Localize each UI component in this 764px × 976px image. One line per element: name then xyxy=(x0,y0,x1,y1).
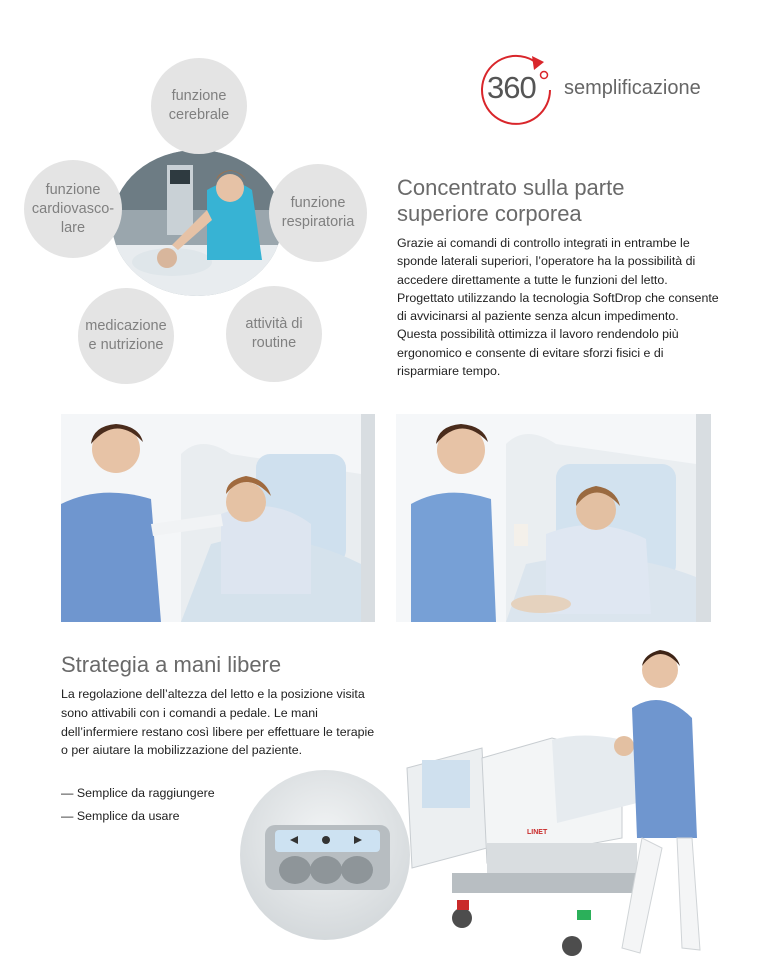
hospital-bed-photo xyxy=(392,648,722,968)
function-circle-cardio: funzione cardiovasco- lare xyxy=(24,160,122,258)
logo-360 xyxy=(478,50,728,130)
nurse-giving-water-photo xyxy=(396,414,711,622)
list-item: — Semplice da usare xyxy=(61,805,301,828)
logo-number: 360 xyxy=(487,70,536,105)
function-circle-routine: attività di routine xyxy=(226,286,322,382)
nurse-patient-photo xyxy=(112,150,282,296)
section2-title: Strategia a mani libere xyxy=(61,652,282,677)
nurse-oxygen-mask-photo xyxy=(61,414,375,622)
list-item: — Semplice da raggiungere xyxy=(61,782,301,805)
section1-title: Concentrato sulla parte superiore corporea xyxy=(397,175,625,226)
bed-brand-label: LINET xyxy=(527,829,548,836)
function-circle-respiratoria: funzione respiratoria xyxy=(269,164,367,262)
section2-body: La regolazione dell’altezza del letto e la posizione visita sono attivabili con i comandi a pedale. Le mani dell’infermiere restano così libere per effettuare le terapie o per aiutare la mobilizzazione del paziente. xyxy=(61,687,375,758)
section1-body: Grazie ai comandi di controllo integrati in entrambe le sponde laterali superiori, l’operatore ha la possibilità di accedere direttamente a tutte le funzioni del letto. Progettato utilizzando la tecnologia SoftDrop che consente di avvicinarsi al paziente senza alcun impedimento. Questa possibilità ottimizza il lavoro rendendolo più ergonomico e consente di evitare sforzi fisici e di risparmiare tempo. xyxy=(397,236,719,379)
function-circle-medicazione: medicazione e nutrizione xyxy=(78,288,174,384)
logo-word: semplificazione xyxy=(564,77,701,99)
function-circle-cerebrale: funzione cerebrale xyxy=(151,58,247,154)
foot-pedal-photo xyxy=(240,770,410,940)
